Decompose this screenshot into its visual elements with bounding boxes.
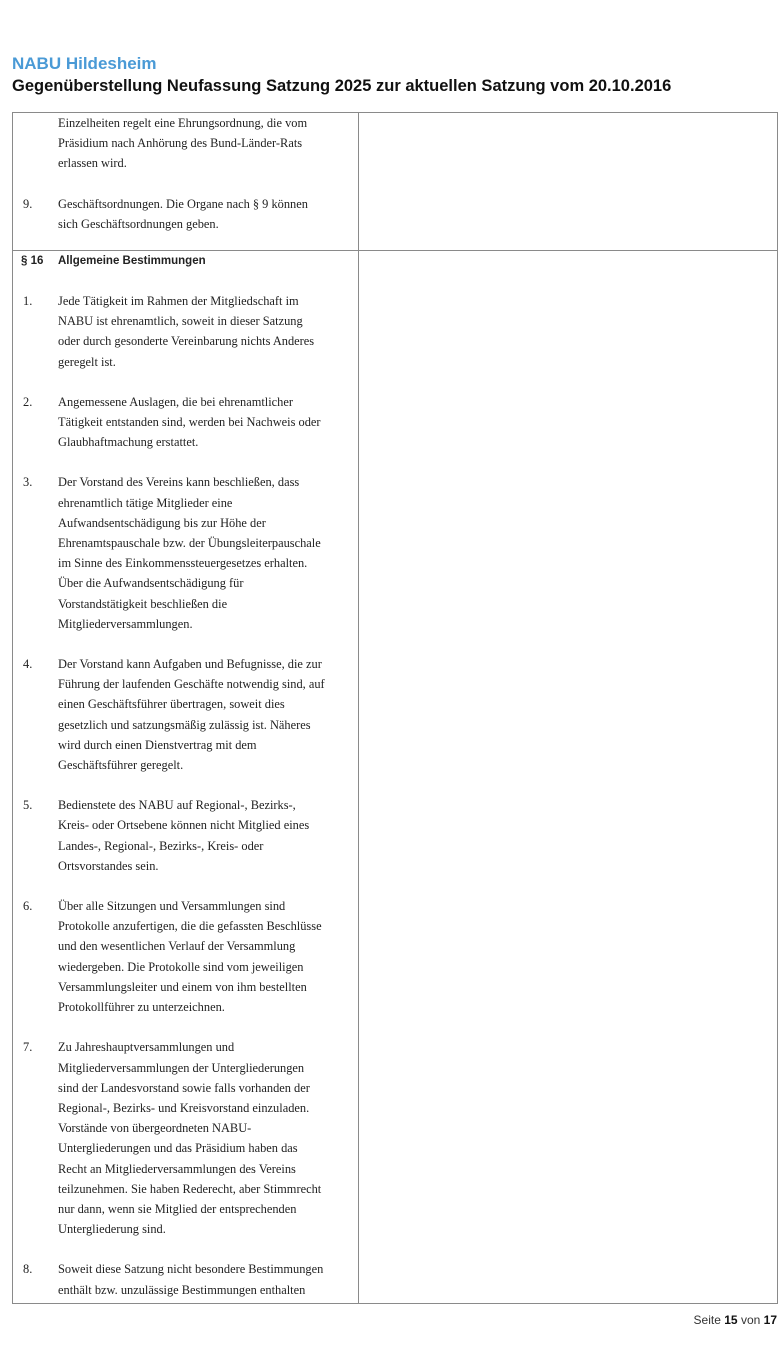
text-line: Versammlungsleiter und einem von ihm bestellten [58,979,307,994]
item-number: 3. [23,475,33,490]
text-line: ehrenamtlich tätige Mitglieder eine [58,495,233,510]
item-number: 6. [23,899,33,914]
list-item [13,795,358,876]
text-line: enthält bzw. unzulässige Bestimmungen enthalten [58,1282,306,1297]
text-line: Protokollführer zu unterzeichnen. [58,1000,225,1015]
text-line: Protokolle anzufertigen, die die gefassten Beschlüsse [58,919,322,934]
section-heading [13,251,358,271]
text-line: Vorstandstätigkeit beschließen die [58,596,228,611]
organization-name: NABU Hildesheim [12,54,157,73]
text-line: Landes-, Regional-, Bezirks-, Kreis- oder [58,838,264,853]
text-line: sich Geschäftsordnungen geben. [58,216,219,231]
text-line: erlassen wird. [58,156,127,171]
text-line: Regional-, Bezirks- und Kreisvorstand einzuladen. [58,1100,310,1115]
item-number: 7. [23,1040,33,1055]
text-line: Geschäftsführer geregelt. [58,758,184,773]
text-line: Jede Tätigkeit im Rahmen der Mitgliedschaft im [58,294,299,308]
section-number: § 16 [21,255,44,267]
text-line: Der Vorstand kann Aufgaben und Befugnisse, die zur [58,657,322,672]
text-line: wiedergeben. Die Protokolle sind vom jeweiligen [58,959,304,974]
document-header [12,54,671,97]
text-line: oder durch gesonderte Vereinbarung nichts Anderes [58,334,315,349]
text-line: Vorstände von übergeordneten NABU- [58,1121,252,1136]
total-pages: 17 [763,1313,777,1327]
text-line: gesetzlich und satzungsmäßig zulässig ist. Näheres [58,717,311,732]
text-line: Tätigkeit entstanden sind, werden bei Nachweis oder [58,415,321,430]
text-line: Der Vorstand des Vereins kann beschließen, dass [58,475,300,490]
list-item [13,291,358,372]
text-line: Präsidium nach Anhörung des Bund-Länder-Rats [58,136,303,151]
list-item [13,392,358,453]
text-line: Aufwandsentschädigung bis zur Höhe der [58,515,266,530]
text-line: Mitgliederversammlungen der Untergliederungen [58,1060,305,1075]
text-line: Einzelheiten regelt eine Ehrungsordnung, die vom [58,116,308,130]
text-line: Untergliederung sind. [58,1222,166,1237]
text-line: Über alle Sitzungen und Versammlungen sind [58,899,286,914]
text-line: teilzunehmen. Sie haben Rederecht, aber Stimmrecht [58,1181,322,1196]
text-line: Angemessene Auslagen, die bei ehrenamtlicher [58,394,293,409]
text-line: Führung der laufenden Geschäfte notwendig sind, auf [58,677,325,692]
text-line: Mitgliederversammlungen. [58,616,193,631]
text-line: Über die Aufwandsentschädigung für [58,576,244,591]
continuation-paragraph [13,113,358,174]
list-item [13,472,358,634]
column-divider [358,113,359,1303]
text-line: Zu Jahreshauptversammlungen und [58,1040,235,1055]
text-line: Glaubhaftmachung erstattet. [58,435,199,450]
text-line: Geschäftsordnungen. Die Organe nach § 9 können [58,196,308,211]
table-row-section-16 [13,251,358,1300]
item-number: 1. [23,294,33,308]
text-line: Soweit diese Satzung nicht besondere Bestimmungen [58,1262,324,1277]
text-line: Kreis- oder Ortsebene können nicht Mitglied eines [58,818,310,833]
text-line: nur dann, wenn sie Mitglied der entsprechenden [58,1201,297,1216]
document-subtitle: Gegenüberstellung Neufassung Satzung 2025 zur aktuellen Satzung vom 20.10.2016 [12,77,672,95]
list-item [13,1259,358,1299]
text-line: Untergliederungen und das Präsidium haben das [58,1141,298,1156]
list-item [13,896,358,1017]
text-line: geregelt ist. [58,354,116,369]
text-line: Bedienstete des NABU auf Regional-, Bezirks-, [58,798,296,813]
text-line: Ehrenamtspauschale bzw. der Übungsleiterpauschale [58,536,321,551]
text-line: Recht an Mitgliederversammlungen des Vereins [58,1161,296,1176]
text-line: und den wesentlichen Verlauf der Versammlung [58,939,296,954]
text-line: wird durch einen Dienstvertrag mit dem [58,737,257,752]
text-line: sind der Landesvorstand sowie falls vorhanden der [58,1080,310,1095]
item-number: 8. [23,1262,33,1277]
list-item-9 [13,194,358,234]
table-row-previous-section [13,113,358,234]
list-item [13,654,358,775]
item-number: 5. [23,798,33,813]
comparison-table [12,112,778,1304]
text-line: im Sinne des Einkommenssteuergesetzes erhalten. [58,556,308,571]
item-number: 4. [23,657,33,672]
text-line: Ortsvorstandes sein. [58,858,159,873]
text-line: einen Geschäftsführer übertragen, soweit dies [58,697,285,712]
section-title: Allgemeine Bestimmungen [58,255,206,267]
text-line: NABU ist ehrenamtlich, soweit in dieser Satzung [58,314,303,329]
page-middle: von [740,1313,761,1327]
item-number: 9. [23,196,33,211]
list-item [13,1037,358,1239]
current-page: 15 [724,1313,738,1327]
page-prefix: Seite [693,1313,721,1327]
page-number [694,1313,777,1327]
item-number: 2. [23,394,33,409]
